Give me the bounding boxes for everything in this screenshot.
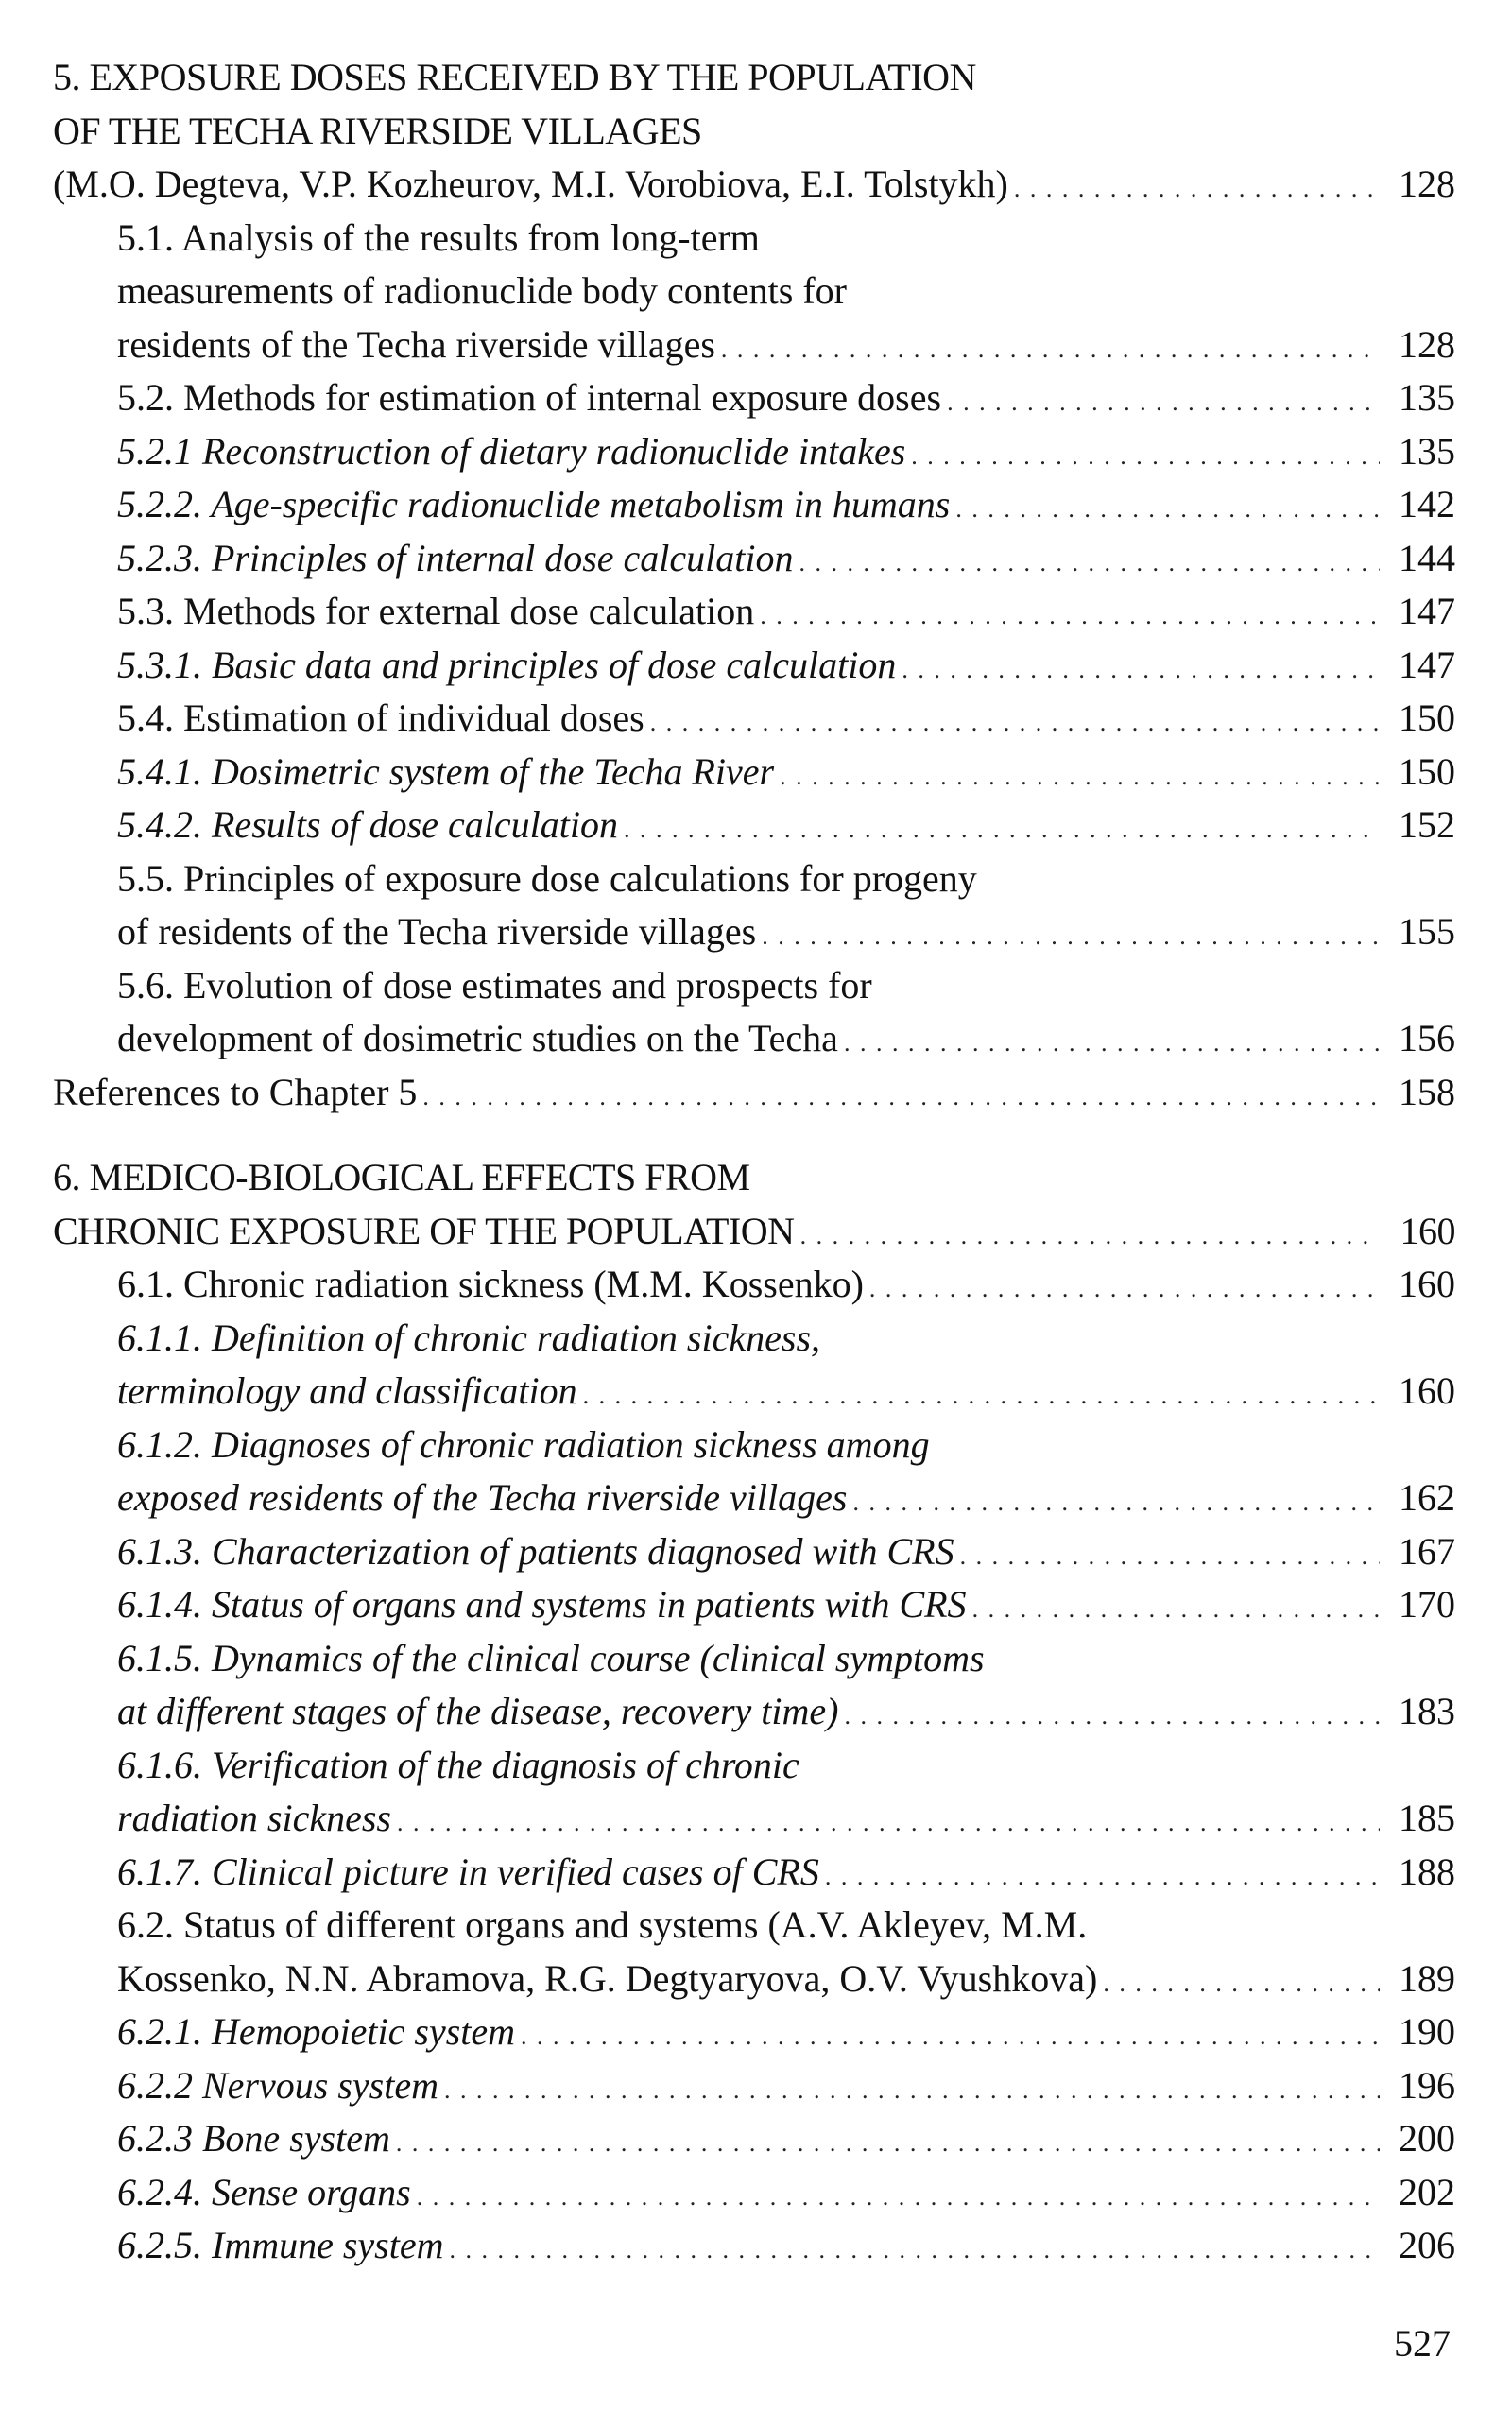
toc-entry-6-1-1-line-1: 6.1.1. Definition of chronic radiation sickness, <box>117 1316 821 1359</box>
toc-entry-6-1-2 <box>53 1472 1455 1525</box>
toc-entry-references-chapter-5 <box>53 1066 1455 1120</box>
toc-entry-text: of residents of the Techa riverside villages <box>117 910 757 953</box>
toc-page-number: 147 <box>1399 643 1455 686</box>
toc-page-number: 128 <box>1399 322 1455 366</box>
toc-page-number: 196 <box>1399 2063 1455 2107</box>
toc-page-number: 142 <box>1399 483 1455 525</box>
toc-entry-text: CHRONIC EXPOSURE OF THE POPULATION <box>53 1209 795 1252</box>
dot-leader <box>422 1071 1380 1120</box>
dot-leader <box>947 376 1380 425</box>
toc-entry-text: at different stages of the disease, recovery time) <box>117 1690 839 1732</box>
toc-entry-6-1-4 <box>53 1578 1455 1632</box>
toc-entry-text: 5.2. Methods for estimation of internal exposure doses <box>117 376 942 419</box>
chapter-6-title-line-1: 6. MEDICO-BIOLOGICAL EFFECTS FROM <box>53 1156 750 1198</box>
toc-page-number: 162 <box>1399 1476 1455 1519</box>
toc-page-number: 152 <box>1399 803 1455 846</box>
section-gap <box>53 1119 1455 1151</box>
toc-entry-6-1-5 <box>53 1685 1455 1739</box>
toc-entry-6-1-1 <box>53 1365 1455 1419</box>
dot-leader <box>583 1369 1380 1419</box>
dot-leader <box>955 483 1380 532</box>
toc-entry-6-2-5 <box>53 2219 1455 2273</box>
toc-page-number: 160 <box>1399 1369 1455 1412</box>
toc-entry-6-2 <box>53 1953 1455 2006</box>
toc-entry-text: 6.2.4. Sense organs <box>117 2170 411 2213</box>
toc-entry-5-4-1 <box>53 746 1455 800</box>
dot-leader <box>902 644 1380 693</box>
toc-entry-text: 6.2.3 Bone system <box>117 2117 390 2160</box>
toc-page-number: 170 <box>1399 1583 1455 1626</box>
toc-entry-5-2 <box>53 371 1455 425</box>
toc-entry-text: 5.4.1. Dosimetric system of the Techa River <box>117 749 775 793</box>
chapter-6-title <box>53 1205 1455 1259</box>
toc-page-number: 144 <box>1399 536 1455 579</box>
toc-entry-text: radiation sickness <box>117 1797 391 1839</box>
dot-leader <box>760 590 1380 639</box>
toc-entry-text: exposed residents of the Techa riverside villages <box>117 1476 848 1519</box>
toc-entry-5-4 <box>53 692 1455 746</box>
dot-leader <box>844 1017 1380 1066</box>
dot-leader <box>624 803 1380 852</box>
toc-entry-5-2-2 <box>53 478 1455 532</box>
toc-page-number: 135 <box>1399 376 1455 419</box>
toc-entry-6-2-4 <box>53 2166 1455 2220</box>
toc-entry-text: 5.2.2. Age-specific radionuclide metabolism in humans <box>117 483 951 525</box>
dot-leader <box>845 1690 1381 1739</box>
chapter-5-title-line-1: 5. EXPOSURE DOSES RECEIVED BY THE POPULATION <box>53 56 976 98</box>
dot-leader <box>780 750 1380 800</box>
toc-entry-text: 5.3. Methods for external dose calculation <box>117 590 755 632</box>
toc-entry-text: 5.4. Estimation of individual doses <box>117 697 644 739</box>
toc-entry-5-3 <box>53 585 1455 639</box>
toc-entry-5-2-3 <box>53 532 1455 586</box>
toc-entry-text: development of dosimetric studies on the Techa <box>117 1017 838 1059</box>
toc-entry-text: 5.4.2. Results of dose calculation <box>117 803 618 846</box>
toc-page-number: 189 <box>1399 1956 1455 2000</box>
toc-entry-text: 5.3.1. Basic data and principles of dose calculation <box>117 643 897 686</box>
toc-page-number: 147 <box>1399 590 1455 632</box>
toc-page-number: 160 <box>1399 1263 1455 1305</box>
dot-leader <box>444 2064 1380 2113</box>
toc-entry-5-6-line-1: 5.6. Evolution of dose estimates and prospects for <box>117 963 872 1007</box>
toc-page-number: 188 <box>1399 1850 1455 1893</box>
toc-entry-6-1 <box>53 1258 1455 1312</box>
toc-entry-6-1-5-line-1: 6.1.5. Dynamics of the clinical course (clinical symptoms <box>117 1636 985 1679</box>
chapter-5-title-line-2: OF THE TECHA RIVERSIDE VILLAGES <box>53 109 702 152</box>
dot-leader <box>396 2117 1380 2166</box>
dot-leader <box>911 430 1380 479</box>
toc-entry-text: References to Chapter 5 <box>53 1070 418 1113</box>
toc-entry-5-5-line-1: 5.5. Principles of exposure dose calculations for progeny <box>117 856 977 900</box>
toc-entry-text: 5.2.1 Reconstruction of dietary radionuclide intakes <box>117 429 906 473</box>
toc-page-number: 160 <box>1400 1209 1455 1252</box>
dot-leader <box>960 1530 1380 1579</box>
dot-leader <box>417 2171 1380 2220</box>
page-number: 527 <box>1394 2322 1451 2365</box>
toc-entry-5-6 <box>53 1012 1455 1066</box>
dot-leader <box>1103 1957 1380 2006</box>
dot-leader <box>799 537 1380 586</box>
toc-entry-6-2-2 <box>53 2059 1455 2113</box>
toc-entry-text: 6.1.3. Characterization of patients diagnosed with CRS <box>117 1529 954 1573</box>
toc-entry-text: residents of the Techa riverside villages <box>117 322 715 366</box>
toc-entry-5-4-2 <box>53 799 1455 852</box>
toc-entry-6-2-3 <box>53 2112 1455 2166</box>
toc-entry-text: (M.O. Degteva, V.P. Kozheurov, M.I. Vorobiova, E.I. Tolstykh) <box>53 163 1008 205</box>
toc-entry-text: 6.1.4. Status of organs and systems in patients with CRS <box>117 1583 967 1626</box>
toc-page-number: 190 <box>1399 2010 1455 2053</box>
dot-leader <box>397 1797 1380 1846</box>
toc-entry-5-2-1 <box>53 425 1455 479</box>
toc-entry-6-2-1 <box>53 2005 1455 2059</box>
toc-entry-text: terminology and classification <box>117 1369 577 1412</box>
toc-entry-6-1-2-line-1: 6.1.2. Diagnoses of chronic radiation sickness among <box>117 1422 930 1466</box>
toc-page-number: 155 <box>1399 910 1455 953</box>
toc-entry-text: 6.1.7. Clinical picture in verified cases of CRS <box>117 1850 819 1893</box>
dot-leader <box>972 1583 1380 1632</box>
dot-leader <box>762 910 1380 959</box>
toc-entry-text: Kossenko, N.N. Abramova, R.G. Degtyaryova, O.V. Vyushkova) <box>117 1956 1098 2000</box>
toc-entry-5-1-line-2: measurements of radionuclide body contents for <box>117 269 847 312</box>
toc-entry-text: 6.2.2 Nervous system <box>117 2063 438 2107</box>
toc-page-number: 183 <box>1399 1690 1455 1732</box>
toc-entry-5-1 <box>53 318 1455 372</box>
table-of-contents <box>53 51 1455 2273</box>
toc-entry-text: 5.2.3. Principles of internal dose calculation <box>117 536 794 579</box>
dot-leader <box>869 1263 1380 1312</box>
toc-page-number: 150 <box>1399 749 1455 793</box>
toc-entry-6-1-6 <box>53 1792 1455 1846</box>
toc-entry-6-1-6-line-1: 6.1.6. Verification of the diagnosis of chronic <box>117 1743 799 1786</box>
toc-page-number: 202 <box>1399 2170 1455 2213</box>
toc-page-number: 150 <box>1399 697 1455 739</box>
toc-page-number: 200 <box>1399 2117 1455 2160</box>
dot-leader <box>721 323 1380 372</box>
dot-leader <box>852 1476 1380 1525</box>
toc-entry-5-5 <box>53 905 1455 959</box>
chapter-5-authors <box>53 158 1455 212</box>
toc-page-number: 185 <box>1399 1797 1455 1839</box>
toc-entry-5-1-line-1: 5.1. Analysis of the results from long-term <box>117 215 760 259</box>
dot-leader <box>450 2224 1381 2273</box>
toc-page-number: 158 <box>1399 1070 1455 1113</box>
toc-page-number: 128 <box>1399 163 1455 205</box>
toc-entry-text: 6.2.5. Immune system <box>117 2224 444 2266</box>
toc-entry-text: 6.1. Chronic radiation sickness (M.M. Kossenko) <box>117 1263 864 1305</box>
toc-entry-6-1-3 <box>53 1525 1455 1579</box>
toc-entry-text: 6.2.1. Hemopoietic system <box>117 2010 516 2053</box>
toc-page-number: 206 <box>1399 2224 1455 2266</box>
dot-leader <box>1014 163 1380 212</box>
toc-page-number: 156 <box>1399 1017 1455 1059</box>
toc-entry-5-3-1 <box>53 639 1455 693</box>
dot-leader <box>825 1851 1380 1900</box>
dot-leader <box>521 2010 1380 2059</box>
toc-entry-6-2-line-1: 6.2. Status of different organs and systems (A.V. Akleyev, M.M. <box>117 1903 1088 1946</box>
toc-page-number: 135 <box>1399 429 1455 473</box>
toc-page-number: 167 <box>1399 1529 1455 1573</box>
dot-leader <box>800 1210 1380 1259</box>
toc-entry-6-1-7 <box>53 1846 1455 1900</box>
dot-leader <box>650 697 1380 746</box>
